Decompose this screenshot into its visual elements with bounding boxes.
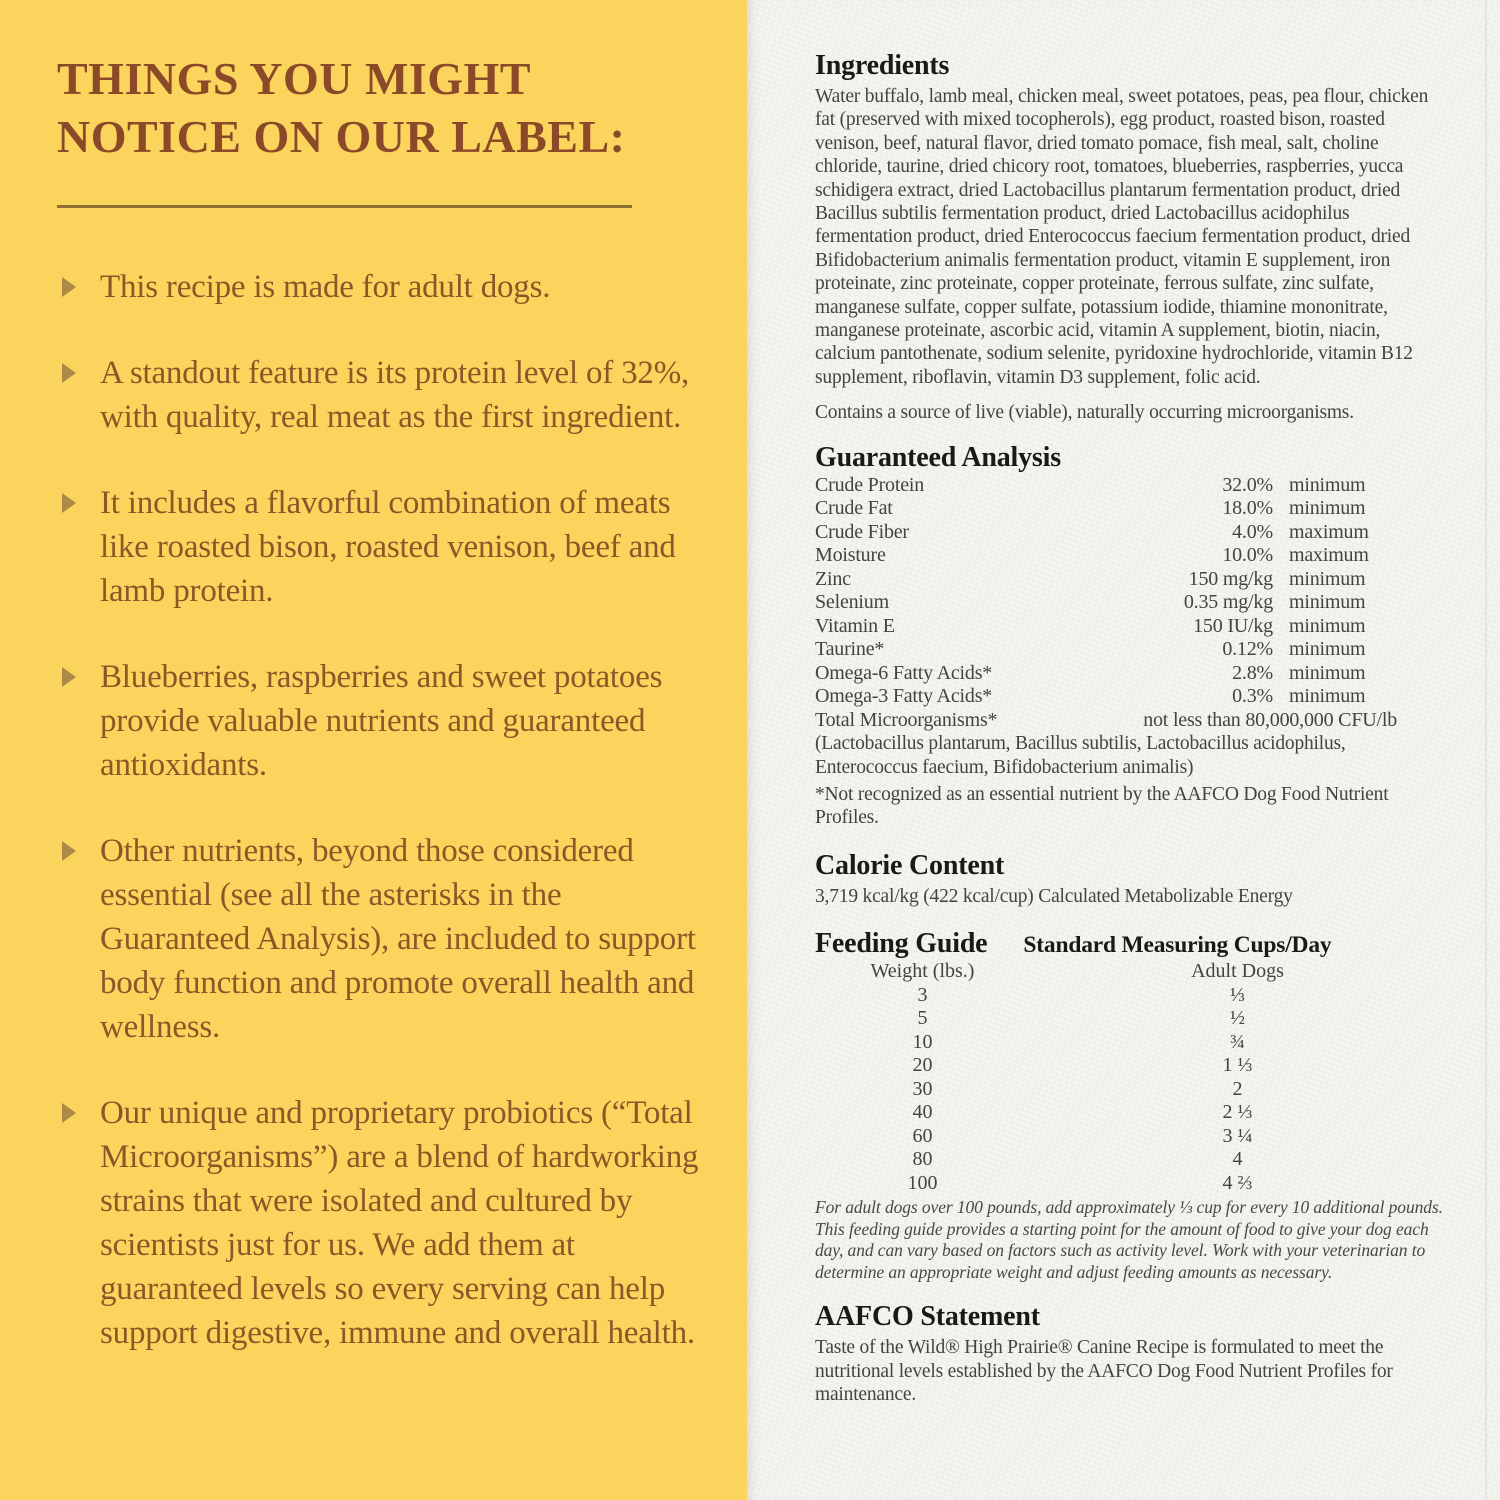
nutrient-qualifier: maximum xyxy=(1289,544,1369,567)
ingredients-heading: Ingredients xyxy=(815,50,950,81)
triangle-bullet-icon xyxy=(62,1103,76,1123)
microorganism-species-note: (Lactobacillus plantarum, Bacillus subtilis, Lactobacillus acidophilus, Enterococcus faecium, Bifidobacterium animalis) xyxy=(815,733,1346,778)
cups-value: 4 xyxy=(1232,1148,1243,1171)
guaranteed-analysis-section xyxy=(815,442,1445,830)
feeding-guide-section xyxy=(815,928,1445,1283)
bullet-item xyxy=(62,829,709,1049)
nutrient-value: not less than 80,000,000 CFU/lb xyxy=(1143,708,1397,731)
title-divider xyxy=(57,205,632,208)
nutrient-value: 0.3% xyxy=(1232,685,1273,708)
bullet-text: Blueberries, raspberries and sweet potatoes provide valuable nutrients and guaranteed antioxidants. xyxy=(100,658,663,783)
total-microorganisms-row xyxy=(815,709,1445,733)
triangle-bullet-icon xyxy=(62,667,76,687)
nutrient-qualifier: minimum xyxy=(1289,661,1366,684)
triangle-bullet-icon xyxy=(62,363,76,383)
nutrient-qualifier: minimum xyxy=(1289,567,1366,590)
triangle-bullet-icon xyxy=(62,493,76,513)
page-title-line1: THINGS YOU MIGHT xyxy=(57,53,532,104)
feeding-guide-header xyxy=(815,928,1445,960)
nutrient-label: Crude Fiber xyxy=(815,520,909,543)
bullet-text: This recipe is made for adult dogs. xyxy=(100,268,551,305)
nutrient-label: Zinc xyxy=(815,567,851,590)
live-microorganisms-note: Contains a source of live (viable), naturally occurring microorganisms. xyxy=(815,402,1354,424)
weight-value: 30 xyxy=(912,1077,933,1100)
feeding-guide-heading: Feeding Guide xyxy=(815,928,988,960)
weight-column-header: Weight (lbs.) xyxy=(870,960,975,983)
nutrient-qualifier: minimum xyxy=(1289,497,1366,520)
nutrient-label: Omega-6 Fatty Acids* xyxy=(815,661,993,684)
page-title xyxy=(57,50,709,167)
weight-value: 80 xyxy=(912,1148,933,1171)
nutrient-value: 0.12% xyxy=(1222,638,1273,661)
weight-value: 20 xyxy=(912,1054,933,1077)
guaranteed-analysis-table xyxy=(815,474,1445,709)
bullet-item xyxy=(62,351,709,439)
bullet-list xyxy=(57,265,709,1355)
calorie-content-heading: Calorie Content xyxy=(815,849,1005,881)
weight-value: 5 xyxy=(917,1007,928,1030)
nutrient-qualifier: maximum xyxy=(1289,520,1369,543)
feeding-guide-subheading: Standard Measuring Cups/Day xyxy=(1023,932,1332,959)
bullet-text: Our unique and proprietary probiotics (“Total Microorganisms”) are a blend of hardworking strains that were isolated and cultured by scientists just for us. We add them at guaranteed levels so every serving can help support digestive, immune and overall health. xyxy=(100,1094,699,1351)
weight-value: 100 xyxy=(907,1171,938,1194)
nutrient-qualifier: minimum xyxy=(1289,685,1366,708)
feeding-guide-table xyxy=(815,984,1445,1196)
cups-value: 1 ⅓ xyxy=(1222,1054,1253,1077)
guaranteed-analysis-heading: Guaranteed Analysis xyxy=(815,441,1061,473)
nutrient-value: 0.35 mg/kg xyxy=(1183,591,1273,614)
nutrient-qualifier: minimum xyxy=(1289,591,1366,614)
right-panel xyxy=(747,0,1500,1500)
nutrient-label: Omega-3 Fatty Acids* xyxy=(815,685,993,708)
bullet-item xyxy=(62,481,709,613)
cups-value: 2 xyxy=(1232,1077,1243,1100)
weight-value: 10 xyxy=(912,1030,933,1053)
aafco-statement-heading: AAFCO Statement xyxy=(815,1301,1040,1333)
nutrient-value: 32.0% xyxy=(1222,473,1273,496)
bullet-item xyxy=(62,655,709,787)
triangle-bullet-icon xyxy=(62,841,76,861)
feeding-guide-column-headers xyxy=(815,960,1445,984)
nutrient-label: Taurine* xyxy=(815,638,885,661)
nutrient-qualifier: minimum xyxy=(1289,638,1366,661)
cups-column-header: Adult Dogs xyxy=(1191,960,1284,983)
ingredients-body: Water buffalo, lamb meal, chicken meal, sweet potatoes, peas, pea flour, chicken fat (preserved with mixed tocopherols), egg product, roasted bison, roasted venison, beef, natural flavor, dried tomato pomace, fish meal, salt, choline chloride, taurine, dried chicory root, tomatoes, blueberries, raspberries, yucca schidigera extract, dried Lactobacillus plantarum fermentation product, dried Bacillus subtilis fermentation product, dried Lactobacillus acidophilus fermentation product, dried Enterococcus faecium fermentation product, dried Bifidobacterium animalis fermentation product, vitamin E supplement, iron proteinate, zinc proteinate, copper proteinate, ferrous sulfate, zinc sulfate, manganese sulfate, copper sulfate, potassium iodide, thiamine mononitrate, manganese proteinate, ascorbic acid, vitamin A supplement, biotin, niacin, calcium pantothenate, sodium selenite, pyridoxine hydrochloride, vitamin B12 supplement, riboflavin, vitamin D3 supplement, folic acid. xyxy=(815,86,1429,388)
cups-value: ⅓ xyxy=(1230,983,1245,1006)
feeding-guide-footnote: For adult dogs over 100 pounds, add approximately ⅓ cup for every 10 additional pounds. This feeding guide provides a starting point for the amount of food to give your dog each day, and can vary based on factors such as activity level. Work with your veterinarian to determine an appropriate weight and adjust feeding amounts as necessary. xyxy=(815,1197,1443,1282)
cups-value: ¾ xyxy=(1230,1030,1245,1053)
left-panel xyxy=(0,0,747,1500)
weight-value: 40 xyxy=(912,1101,933,1124)
nutrient-label: Vitamin E xyxy=(815,614,895,637)
calorie-content-section xyxy=(815,850,1445,908)
nutrient-qualifier: minimum xyxy=(1289,473,1366,496)
nutrient-value: 18.0% xyxy=(1222,497,1273,520)
cups-value: 3 ¼ xyxy=(1222,1124,1253,1147)
triangle-bullet-icon xyxy=(62,277,76,297)
bullet-text: Other nutrients, beyond those considered essential (see all the asterisks in the Guaranteed Analysis), are included to support body function and promote overall health and wellness. xyxy=(100,832,696,1045)
cups-value: 2 ⅓ xyxy=(1222,1101,1253,1124)
nutrient-label: Moisture xyxy=(815,544,886,567)
nutrient-value: 2.8% xyxy=(1232,661,1273,684)
bullet-text: It includes a flavorful combination of meats like roasted bison, roasted venison, beef and lamb protein. xyxy=(100,484,676,609)
nutrient-value: 4.0% xyxy=(1232,520,1273,543)
cups-value: 4 ⅔ xyxy=(1222,1171,1253,1194)
nutrient-value: 150 mg/kg xyxy=(1188,567,1273,590)
nutrient-label: Total Microorganisms* xyxy=(815,708,998,731)
calorie-content-body: 3,719 kcal/kg (422 kcal/cup) Calculated Metabolizable Energy xyxy=(815,885,1293,907)
cups-value: ½ xyxy=(1230,1007,1245,1030)
aafco-asterisk-footnote: *Not recognized as an essential nutrient by the AAFCO Dog Food Nutrient Profiles. xyxy=(815,784,1389,829)
aafco-statement-body: Taste of the Wild® High Prairie® Canine Recipe is formulated to meet the nutritional levels established by the AAFCO Dog Food Nutrient Profiles for maintenance. xyxy=(815,1337,1393,1405)
weight-value: 3 xyxy=(917,983,928,1006)
ingredients-section xyxy=(815,50,1445,425)
nutrient-label: Crude Fat xyxy=(815,497,893,520)
nutrient-qualifier: minimum xyxy=(1289,614,1366,637)
bullet-item xyxy=(62,1091,709,1355)
nutrient-value: 10.0% xyxy=(1222,544,1273,567)
weight-value: 60 xyxy=(912,1124,933,1147)
bullet-text: A standout feature is its protein level of 32%, with quality, real meat as the first ingredient. xyxy=(100,354,690,435)
aafco-statement-section xyxy=(815,1301,1445,1406)
page-title-line2: NOTICE ON OUR LABEL: xyxy=(57,111,626,163)
nutrient-label: Crude Protein xyxy=(815,473,925,496)
nutrient-label: Selenium xyxy=(815,591,889,614)
nutrient-value: 150 IU/kg xyxy=(1193,614,1273,637)
bullet-item xyxy=(62,265,709,309)
